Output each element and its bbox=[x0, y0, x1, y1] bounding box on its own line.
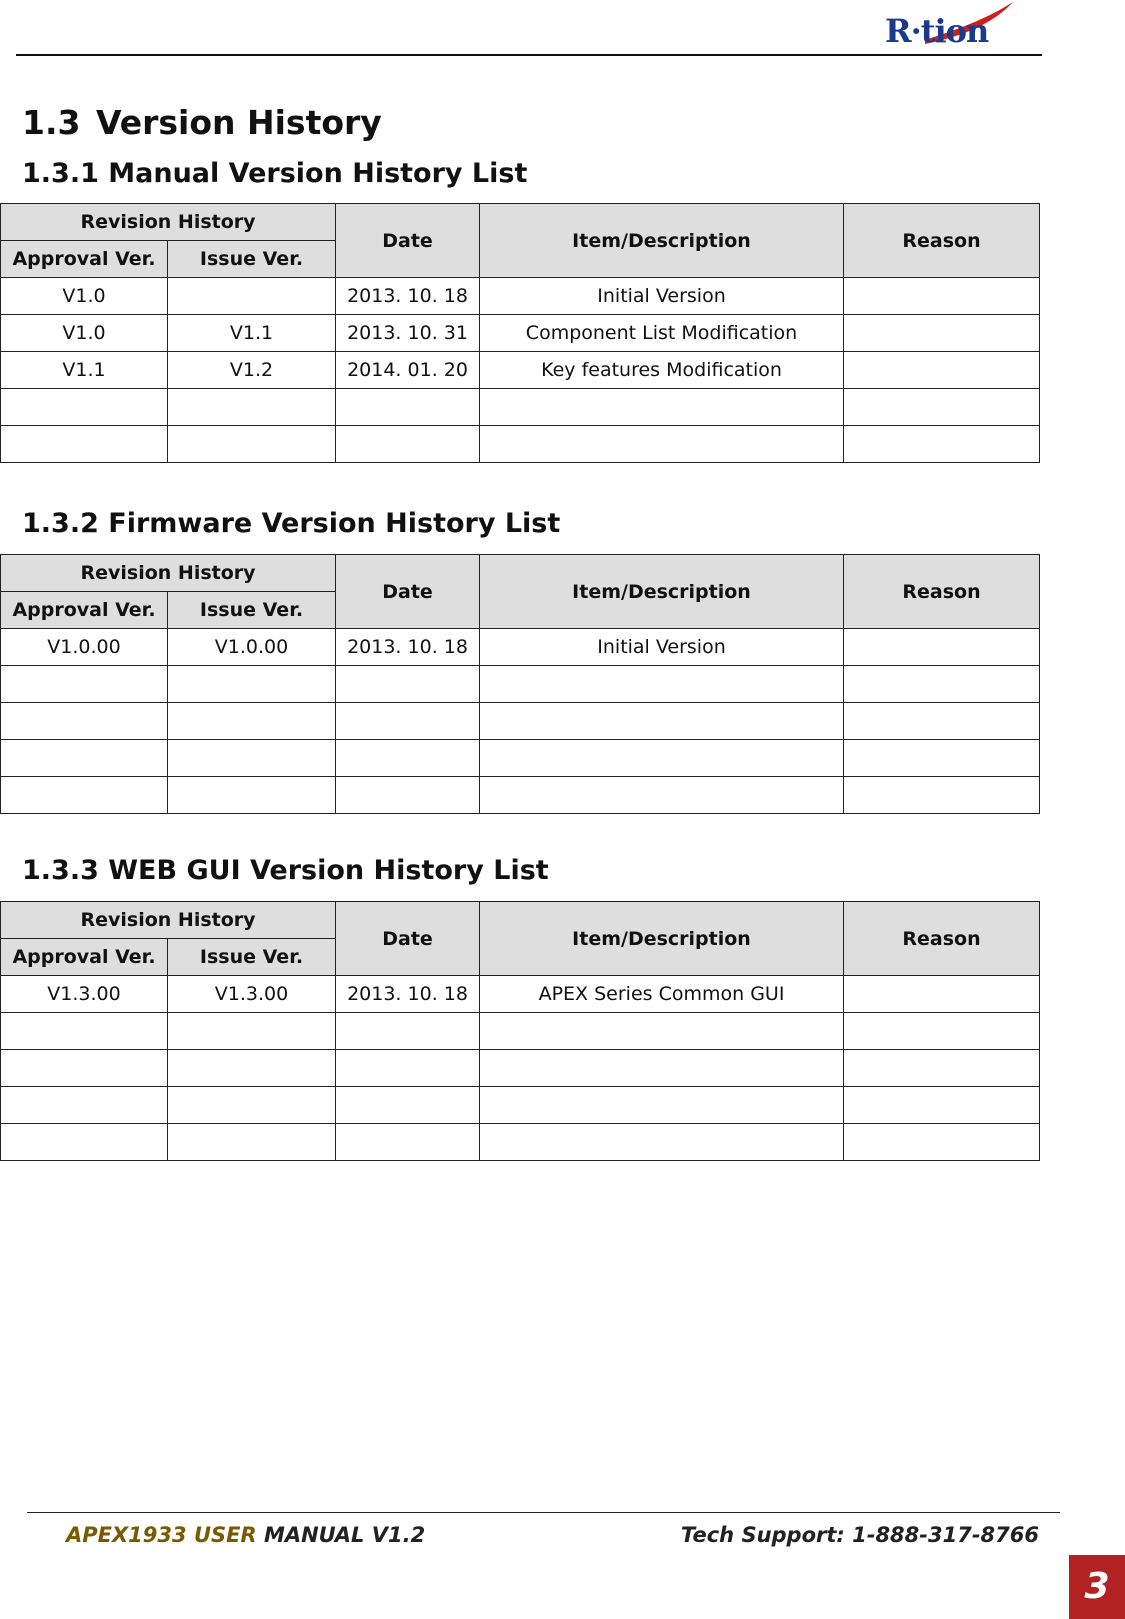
table-row bbox=[1, 426, 1040, 463]
item-description-cell bbox=[480, 1050, 844, 1087]
issue-ver-cell bbox=[168, 703, 336, 740]
date-cell bbox=[336, 740, 480, 777]
approval-ver-cell: V1.0.00 bbox=[1, 629, 168, 666]
issue-ver-cell bbox=[168, 777, 336, 814]
revision-history-header: Revision History bbox=[1, 204, 336, 241]
issue-ver-cell: V1.1 bbox=[168, 315, 336, 352]
footer-rule bbox=[27, 1512, 1060, 1513]
table-row bbox=[1, 629, 1040, 666]
footer-manual-version: MANUAL V1.2 bbox=[256, 1523, 426, 1547]
reason-cell bbox=[844, 1050, 1040, 1087]
reason-cell bbox=[844, 389, 1040, 426]
item-description-cell bbox=[480, 703, 844, 740]
table-row bbox=[1, 389, 1040, 426]
approval-ver-header: Approval Ver. bbox=[1, 592, 168, 629]
page-number: 3 bbox=[1069, 1555, 1125, 1619]
item-description-cell: APEX Series Common GUI bbox=[480, 976, 844, 1013]
issue-ver-cell bbox=[168, 278, 336, 315]
reason-cell bbox=[844, 703, 1040, 740]
reason-cell bbox=[844, 777, 1040, 814]
approval-ver-cell bbox=[1, 740, 168, 777]
item-description-cell bbox=[480, 777, 844, 814]
footer-manual-title bbox=[66, 1523, 425, 1547]
approval-ver-cell: V1.3.00 bbox=[1, 976, 168, 1013]
date-header: Date bbox=[336, 902, 480, 976]
reason-header: Reason bbox=[844, 902, 1040, 976]
approval-ver-cell bbox=[1, 1050, 168, 1087]
approval-ver-cell bbox=[1, 777, 168, 814]
rtion-logo bbox=[885, 0, 1035, 56]
revision-history-header: Revision History bbox=[1, 555, 336, 592]
table-row bbox=[1, 740, 1040, 777]
item-description-cell bbox=[480, 1124, 844, 1161]
reason-cell bbox=[844, 352, 1040, 389]
footer-product: APEX1933 USER bbox=[66, 1523, 257, 1547]
logo-text: R·tion bbox=[885, 12, 989, 50]
approval-ver-header: Approval Ver. bbox=[1, 241, 168, 278]
item-description-header: Item/Description bbox=[480, 204, 844, 278]
manual-version-table bbox=[0, 203, 1040, 463]
reason-cell bbox=[844, 1087, 1040, 1124]
approval-ver-cell: V1.0 bbox=[1, 278, 168, 315]
approval-ver-cell bbox=[1, 426, 168, 463]
table-row bbox=[1, 1013, 1040, 1050]
item-description-cell bbox=[480, 1013, 844, 1050]
item-description-cell bbox=[480, 740, 844, 777]
item-description-cell bbox=[480, 1087, 844, 1124]
date-cell: 2013. 10. 18 bbox=[336, 278, 480, 315]
table-row bbox=[1, 1124, 1040, 1161]
approval-ver-cell: V1.1 bbox=[1, 352, 168, 389]
approval-ver-cell bbox=[1, 703, 168, 740]
approval-ver-cell bbox=[1, 666, 168, 703]
date-cell bbox=[336, 703, 480, 740]
item-description-cell bbox=[480, 666, 844, 703]
date-cell bbox=[336, 426, 480, 463]
approval-ver-cell bbox=[1, 389, 168, 426]
issue-ver-cell bbox=[168, 426, 336, 463]
table-row bbox=[1, 703, 1040, 740]
webgui-version-table bbox=[0, 901, 1040, 1161]
table-heading-firmware: 1.3.2 Firmware Version History List bbox=[22, 508, 561, 539]
issue-ver-cell bbox=[168, 389, 336, 426]
firmware-version-table bbox=[0, 554, 1040, 814]
reason-cell bbox=[844, 976, 1040, 1013]
date-cell bbox=[336, 777, 480, 814]
item-description-cell: Initial Version bbox=[480, 278, 844, 315]
date-cell bbox=[336, 1087, 480, 1124]
table-row bbox=[1, 777, 1040, 814]
reason-cell bbox=[844, 426, 1040, 463]
item-description-cell: Initial Version bbox=[480, 629, 844, 666]
date-cell bbox=[336, 1013, 480, 1050]
issue-ver-cell: V1.2 bbox=[168, 352, 336, 389]
item-description-header: Item/Description bbox=[480, 902, 844, 976]
reason-cell bbox=[844, 1124, 1040, 1161]
item-description-cell: Component List Modification bbox=[480, 315, 844, 352]
table-row bbox=[1, 278, 1040, 315]
issue-ver-cell bbox=[168, 1124, 336, 1161]
item-description-cell: Key features Modification bbox=[480, 352, 844, 389]
table-heading-manual: 1.3.1 Manual Version History List bbox=[22, 158, 528, 189]
table-row bbox=[1, 315, 1040, 352]
section-number: 1.3 bbox=[22, 103, 81, 142]
reason-cell bbox=[844, 740, 1040, 777]
table-row bbox=[1, 976, 1040, 1013]
issue-ver-cell bbox=[168, 1013, 336, 1050]
issue-ver-cell bbox=[168, 1087, 336, 1124]
issue-ver-header: Issue Ver. bbox=[168, 592, 336, 629]
item-description-header: Item/Description bbox=[480, 555, 844, 629]
section-title-text: Version History bbox=[96, 103, 382, 142]
approval-ver-cell: V1.0 bbox=[1, 315, 168, 352]
date-cell bbox=[336, 389, 480, 426]
table-row bbox=[1, 666, 1040, 703]
approval-ver-cell bbox=[1, 1087, 168, 1124]
issue-ver-cell bbox=[168, 666, 336, 703]
table-row bbox=[1, 1050, 1040, 1087]
issue-ver-cell bbox=[168, 1050, 336, 1087]
issue-ver-cell bbox=[168, 740, 336, 777]
date-cell bbox=[336, 1050, 480, 1087]
table-row bbox=[1, 352, 1040, 389]
approval-ver-cell bbox=[1, 1124, 168, 1161]
date-cell: 2013. 10. 18 bbox=[336, 629, 480, 666]
footer-tech-support: Tech Support: 1-888-317-8766 bbox=[680, 1523, 1039, 1547]
section-title bbox=[22, 103, 382, 142]
issue-ver-cell: V1.3.00 bbox=[168, 976, 336, 1013]
item-description-cell bbox=[480, 426, 844, 463]
date-cell: 2014. 01. 20 bbox=[336, 352, 480, 389]
reason-cell bbox=[844, 666, 1040, 703]
date-cell bbox=[336, 1124, 480, 1161]
table-row bbox=[1, 1087, 1040, 1124]
reason-header: Reason bbox=[844, 555, 1040, 629]
reason-cell bbox=[844, 315, 1040, 352]
reason-header: Reason bbox=[844, 204, 1040, 278]
issue-ver-header: Issue Ver. bbox=[168, 939, 336, 976]
reason-cell bbox=[844, 629, 1040, 666]
date-cell bbox=[336, 666, 480, 703]
reason-cell bbox=[844, 1013, 1040, 1050]
date-header: Date bbox=[336, 204, 480, 278]
date-cell: 2013. 10. 18 bbox=[336, 976, 480, 1013]
reason-cell bbox=[844, 278, 1040, 315]
date-cell: 2013. 10. 31 bbox=[336, 315, 480, 352]
issue-ver-header: Issue Ver. bbox=[168, 241, 336, 278]
date-header: Date bbox=[336, 555, 480, 629]
table-heading-webgui: 1.3.3 WEB GUI Version History List bbox=[22, 855, 549, 886]
approval-ver-header: Approval Ver. bbox=[1, 939, 168, 976]
item-description-cell bbox=[480, 389, 844, 426]
issue-ver-cell: V1.0.00 bbox=[168, 629, 336, 666]
revision-history-header: Revision History bbox=[1, 902, 336, 939]
approval-ver-cell bbox=[1, 1013, 168, 1050]
